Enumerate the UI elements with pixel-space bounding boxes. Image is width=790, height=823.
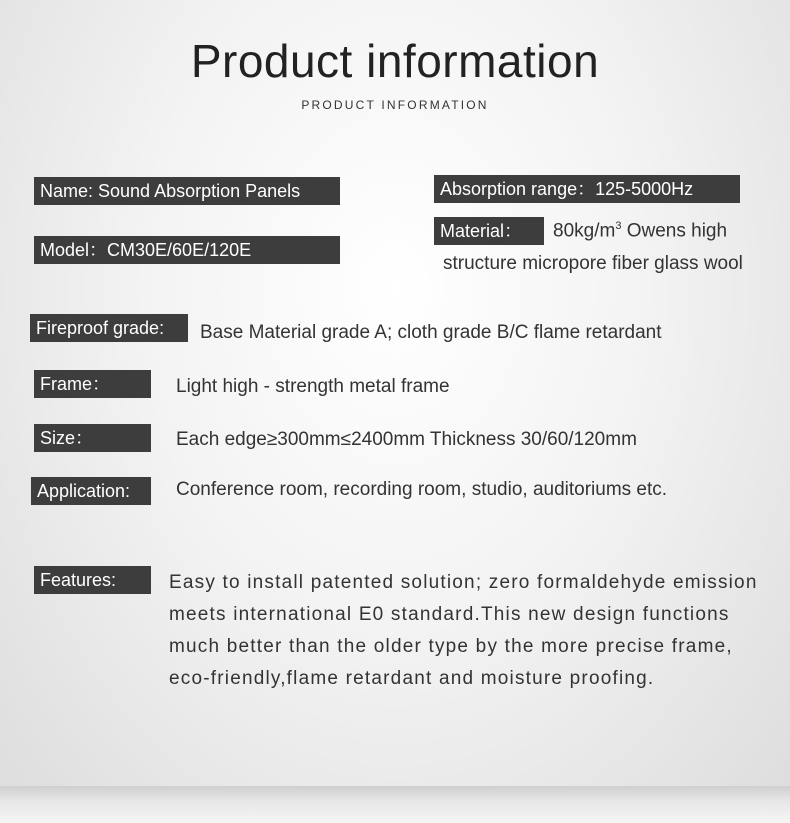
material-label: Material： [434,217,544,245]
name-label: Name: Sound Absorption Panels [34,177,340,205]
size-label: Size： [34,424,151,452]
fireproof-label: Fireproof grade: [30,314,188,342]
size-value: Each edge≥300mm≤2400mm Thickness 30/60/120mm [176,429,637,450]
material-value [553,220,727,242]
material-value-line2: structure micropore fiber glass wool [443,253,743,274]
page-title: Product information [190,35,600,87]
bottom-shadow [0,786,790,823]
frame-label: Frame： [34,370,151,398]
material-value-pre: 80kg/m [553,220,616,242]
application-value: Conference room, recording room, studio, auditoriums etc. [176,479,668,500]
material-superscript: 3 [615,220,622,232]
page-subtitle: PRODUCT INFORMATION [301,98,489,112]
material-value-post: Owens high [621,220,728,242]
absorption-label: Absorption range：125-5000Hz [434,175,740,203]
frame-value: Light high - strength metal frame [176,376,450,397]
features-value: Easy to install patented solution; zero formaldehyde emission meets international E0 standard.This new design functions much better than the older type by the more precise frame, eco-friendly,flame retardant and moisture proofing. [169,572,758,689]
fireproof-value: Base Material grade A; cloth grade B/C flame retardant [200,322,662,343]
model-label: Model：CM30E/60E/120E [34,236,340,264]
features-label: Features: [34,566,151,594]
application-label: Application: [31,477,151,505]
